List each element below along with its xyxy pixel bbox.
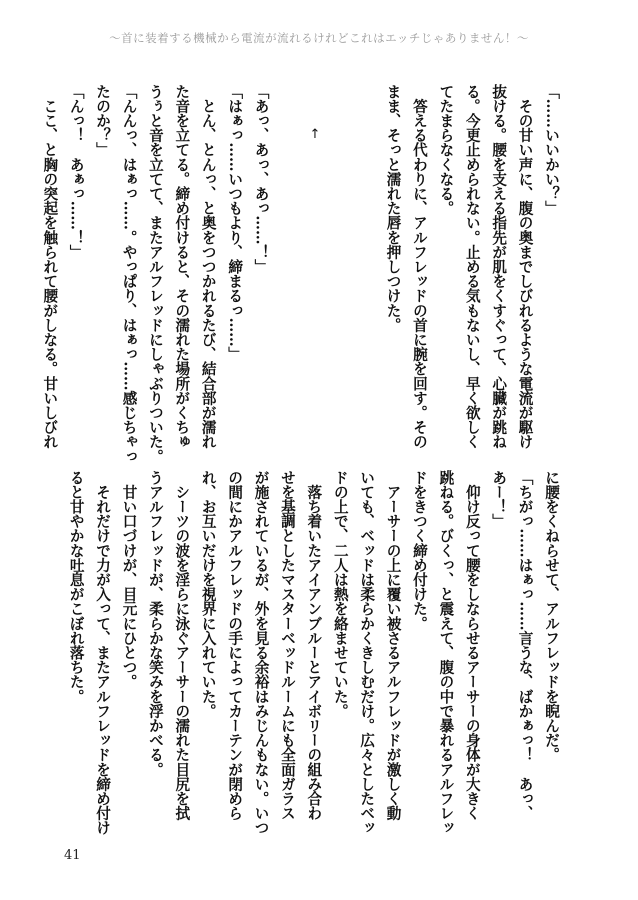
text-column: 跳ねる。びくっ、と震えて、腹の中で暴れるアルフレッ [437, 470, 455, 835]
text-column: た音を立てる。締め付けると、その濡れた場所がくちゅ [173, 84, 191, 449]
text-column: てたまらなくなる。 [437, 84, 455, 216]
text-column: あー！」 [490, 470, 508, 529]
text-column: その甘い声に、腹の奥までしびれるような電流が駆け [516, 84, 534, 449]
text-column: それだけで力が入って、またアルフレッドを締め付け [94, 470, 112, 835]
text-column [326, 84, 352, 424]
text-column: シーツの波を淫らに泳ぐアーサーの濡れた目尻を拭 [173, 470, 191, 821]
text-column: 「あっ、あっ、あっ……！」 [252, 84, 270, 274]
text-column: が施されているが、外を見る余裕はみじんもない。いつ [252, 470, 270, 835]
running-head: 〜首に装着する機械から電流が流れるけれどこれはエッチじゃありません！〜 [109, 31, 529, 45]
text-column [274, 84, 300, 424]
text-column: 「んんっ、はぁっ……。やっぱり、はぁっ……感じちゃっ [120, 84, 138, 464]
text-column: れ、お互いだけを視界に入れていた。 [199, 470, 217, 719]
text-column: とん、とんっ、と奥をつつかれるたび、結合部が濡れ [199, 84, 217, 449]
text-column: 甘い口づけが、目元にひとつ。 [120, 470, 138, 689]
lower-text-block [67, 470, 564, 835]
upper-text-block [41, 84, 564, 464]
text-column: うぅと音を立てて、またアルフレッドにしゃぶりついた。 [146, 84, 164, 464]
text-column: 「……いいかい？」 [543, 84, 560, 216]
page-number: 41 [64, 848, 81, 863]
text-column: アーサーの上に覆い被さるアルフレッドが激しく動 [384, 470, 402, 821]
text-column: 「はぁっ……いつもより、締まるっ……」 [226, 84, 244, 362]
text-column: うアルフレッドが、柔らかな笑みを浮かべる。 [146, 470, 164, 777]
text-column: ドをきつく締め付けた。 [410, 470, 428, 631]
text-column: 抜ける。腰を支える指先が肌をくすぐって、心臓が跳ね [490, 84, 508, 449]
scene-break-mark: ↑ [309, 127, 321, 142]
text-column: 仰け反って腰をしならせるアーサーの身体が大きく [463, 470, 481, 821]
text-column: に腰をくねらせて、アルフレッドを睨んだ。 [543, 470, 560, 762]
text-column: ここ、と胸の突起を触られて腰がしなる。甘いしびれ [41, 84, 59, 449]
text-column: いても、ベッドは柔らかくきしむだけ。広々としたベッ [358, 470, 376, 835]
text-column: 答える代わりに、アルフレッドの首に腕を回す。その [410, 84, 428, 449]
text-column: 「んっ！ あぁっ……！」 [67, 84, 85, 260]
text-column: る。今更止められない。止める気もないし、早く欲しく [463, 84, 481, 449]
text-column: の間にかアルフレッドの手によってカーテンが閉めら [226, 470, 244, 821]
text-column: ドの上で、二人は熱を絡ませていた。 [331, 470, 349, 719]
text-column: せを基調としたマスターベッドルームにも全面ガラス [278, 470, 296, 821]
text-column: たのか？」 [94, 84, 112, 157]
text-column: まま、そっと濡れた唇を押しつけた。 [384, 84, 402, 333]
text-column: ると甘やかな吐息がこぼれ落ちた。 [67, 470, 85, 704]
text-column: 「ちがっ……はぁっ……言うな、ばかぁっ！ あっ、 [516, 470, 534, 821]
text-column [353, 84, 379, 424]
text-column: 落ち着いたアイアンブルーとアイボリーの組み合わ [305, 470, 323, 821]
